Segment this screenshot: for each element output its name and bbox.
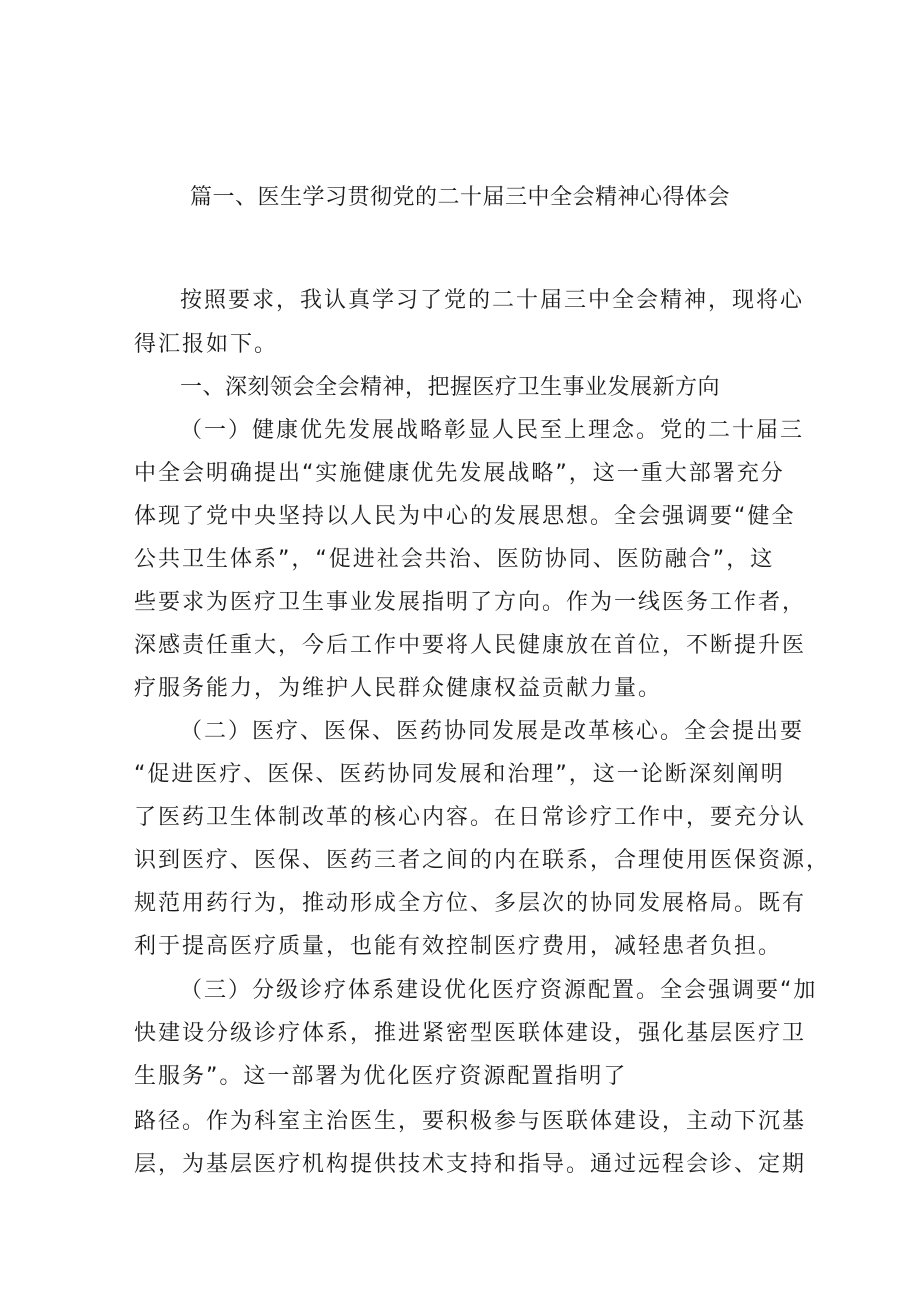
paragraph-line: 快建设分级诊疗体系，推进紧密型医联体建设，强化基层医疗卫: [134, 1021, 807, 1046]
paragraph-line: 疗服务能力，为维护人民群众健康权益贡献力量。: [134, 676, 663, 701]
paragraph-line: （三）分级诊疗体系建设优化医疗资源配置。全会强调要“加: [180, 978, 818, 1003]
paragraph-line: 得汇报如下。: [134, 332, 279, 357]
paragraph-line: 层，为基层医疗机构提供技术支持和指导。通过远程会诊、定期: [134, 1152, 807, 1177]
paragraph-line: 些要求为医疗卫生事业发展指明了方向。作为一线医务工作者，: [134, 590, 807, 615]
paragraph-line: 中全会明确提出“实施健康优先发展战略”，这一重大部署充分: [134, 461, 785, 486]
paragraph-line: 规范用药行为，推动形成全方位、多层次的协同发展格局。既有: [134, 891, 807, 916]
paragraph-line: 体现了党中央坚持以人民为中心的发展思想。全会强调要“健全: [134, 504, 796, 529]
paragraph-line: 公共卫生体系”，“促进社会共治、医防协同、医防融合”，这: [134, 547, 775, 572]
paragraph-line: 生服务”。这一部署为优化医疗资源配置指明了: [134, 1064, 628, 1089]
paragraph-line: 了医药卫生体制改革的核心内容。在日常诊疗工作中，要充分认: [134, 805, 807, 830]
paragraph-line: （一）健康优先发展战略彰显人民至上理念。党的二十届三: [180, 418, 805, 443]
paragraph-line: 深感责任重大，今后工作中要将人民健康放在首位，不断提升医: [134, 633, 807, 658]
paragraph-line: 利于提高医疗质量，也能有效控制医疗费用，减轻患者负担。: [134, 934, 783, 959]
paragraph-line: 按照要求，我认真学习了党的二十届三中全会精神，现将心: [180, 288, 805, 313]
paragraph-line: 识到医疗、医保、医药三者之间的内在联系，合理使用医保资源，: [134, 848, 831, 873]
paragraph-line: （二）医疗、医保、医药协同发展是改革核心。全会提出要: [180, 719, 805, 744]
paragraph-line: 路径。作为科室主治医生，要积极参与医联体建设，主动下沉基: [134, 1109, 807, 1134]
section-heading: 一、深刻领会全会精神，把握医疗卫生事业发展新方向: [180, 375, 721, 400]
document-title: 篇一、医生学习贯彻党的二十届三中全会精神心得体会: [189, 185, 730, 210]
paragraph-line: “促进医疗、医保、医药协同发展和治理”，这一论断深刻阐明: [134, 762, 785, 787]
